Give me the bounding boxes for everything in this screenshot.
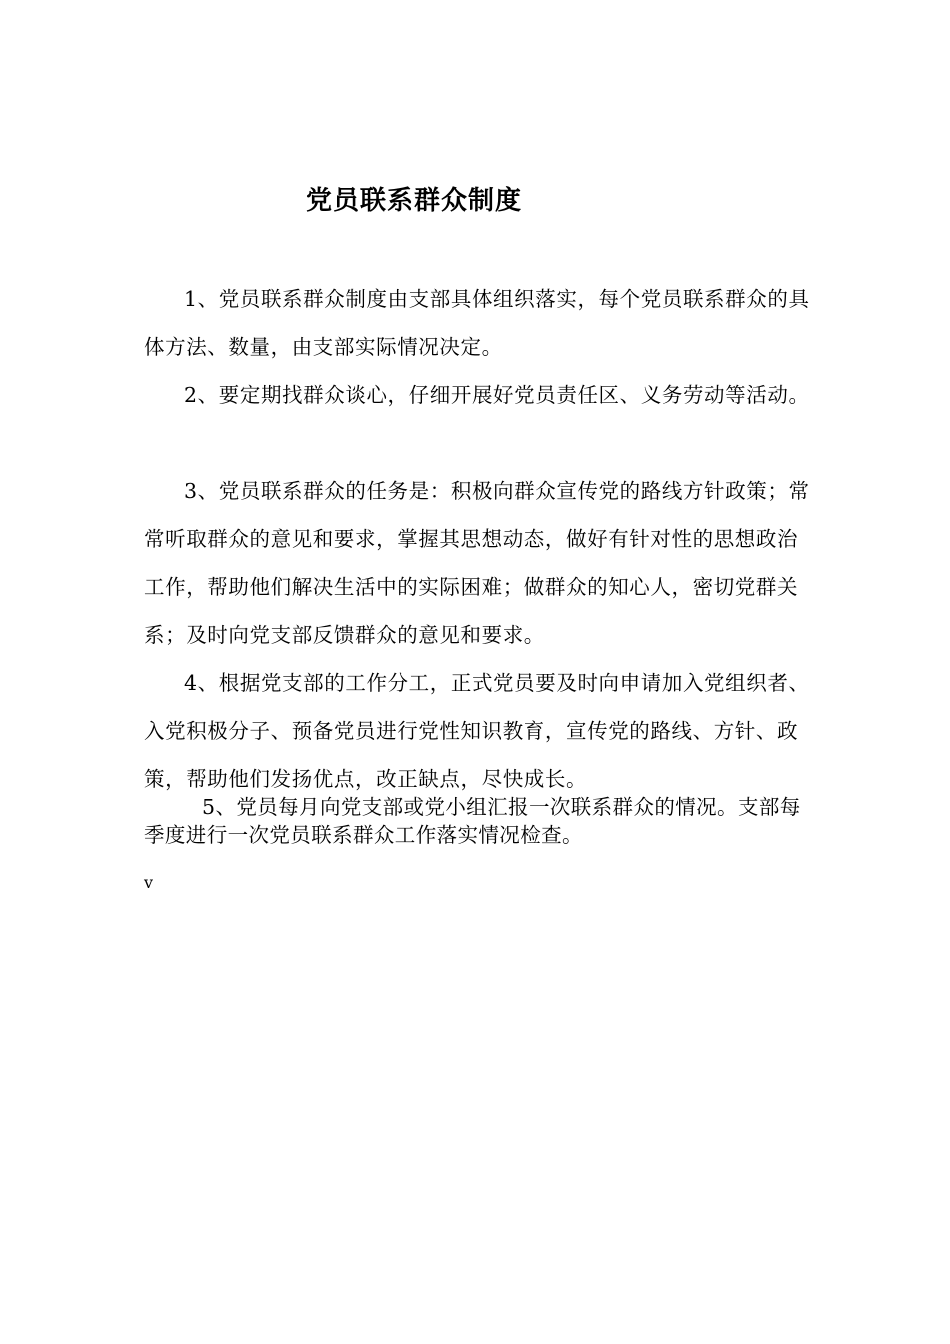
document-title: 党员联系群众制度	[306, 186, 523, 216]
paragraph-5: 5、党员每月向党支部或党小组汇报一次联系群众的情况。支部每季度进行一次党员联系群众工作落实情况检查。	[144, 795, 801, 847]
paragraph-3: 3、党员联系群众的任务是：积极向群众宣传党的路线方针政策；常常听取群众的意见和要求，掌握其思想动态，做好有针对性的思想政治工作，帮助他们解决生活中的实际困难；做群众的知心人，密切党群关系；及时向党支部反馈群众的意见和要求。	[144, 479, 810, 647]
paragraph-2: 2、要定期找群众谈心，仔细开展好党员责任区、义务劳动等活动。	[184, 383, 810, 407]
paragraph-1: 1、党员联系群众制度由支部具体组织落实，每个党员联系群众的具体方法、数量，由支部实际情况决定。	[144, 287, 810, 359]
trailing-mark: v	[144, 873, 154, 892]
paragraph-4: 4、根据党支部的工作分工，正式党员要及时向申请加入党组织者、入党积极分子、预备党员进行党性知识教育，宣传党的路线、方针、政策，帮助他们发扬优点，改正缺点，尽快成长。	[144, 671, 810, 791]
